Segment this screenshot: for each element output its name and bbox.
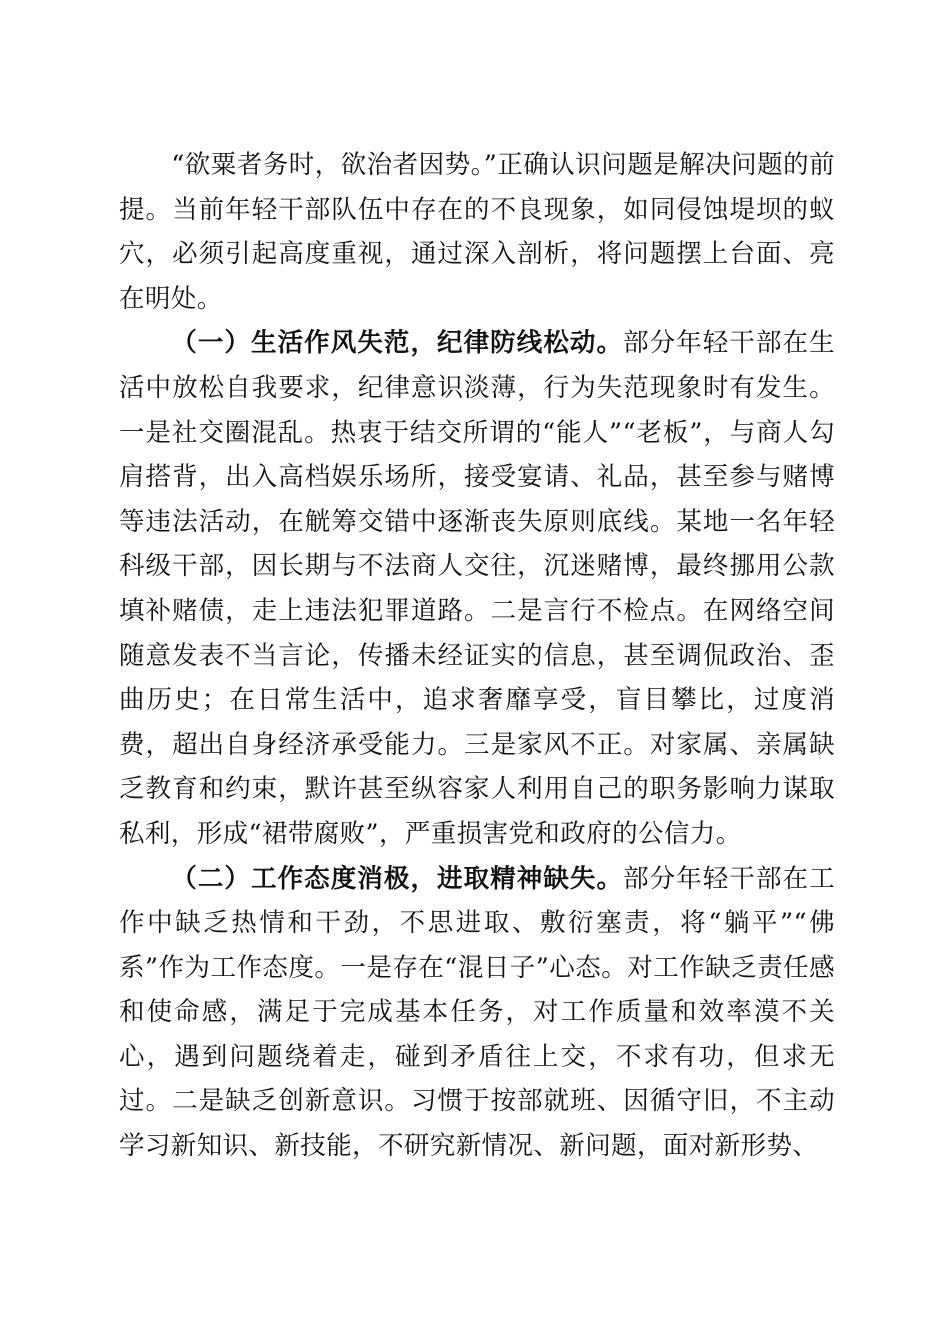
paragraph-intro (119, 143, 835, 321)
paragraph-intro-text: “欲粟者务时，欲治者因势。”正确认识问题是解决问题的前提。当前年轻干部队伍中存在的不良现象，如同侵蚀堤坝的蚁穴，必须引起高度重视，通过深入剖析，将问题摆上台面、亮在明处。 (119, 150, 835, 314)
section-2-heading: （二）工作态度消极，进取精神缺失。 (171, 863, 624, 894)
section-1-text: 部分年轻干部在生活中放松自我要求，纪律意识淡薄，行为失范现象时有发生。一是社交圈混乱。热衷于结交所谓的“能人”“老板”，与商人勾肩搭背，出入高档娱乐场所，接受宴请、礼品，甚至参与赌博等违法活动，在觥筹交错中逐渐丧失原则底线。某地一名年轻科级干部，因长期与不法商人交往，沉迷赌博，最终挪用公款填补赌债，走上违法犯罪道路。二是言行不检点。在网络空间随意发表不当言论，传播未经证实的信息，甚至调侃政治、歪曲历史；在日常生活中，追求奢靡享受，盲目攀比，过度消费，超出自身经济承受能力。三是家风不正。对家属、亲属缺乏教育和约束，默许甚至纵容家人利用自己的职务影响力谋取私利，形成“裙带腐败”，严重损害党和政府的公信力。 (119, 328, 835, 849)
paragraph-section-1 (119, 321, 835, 856)
paragraph-section-2 (119, 857, 835, 1169)
section-1-heading: （一）生活作风失范，纪律防线松动。 (171, 328, 624, 359)
document-body (119, 143, 835, 1169)
section-2-text: 部分年轻干部在工作中缺乏热情和干劲，不思进取、敷衍塞责，将“躺平”“佛系”作为工作态度。一是存在“混日子”心态。对工作缺乏责任感和使命感，满足于完成基本任务，对工作质量和效率漠不关心，遇到问题绕着走，碰到矛盾往上交，不求有功，但求无过。二是缺乏创新意识。习惯于按部就班、因循守旧，不主动学习新知识、新技能，不研究新情况、新问题，面对新形势、 (119, 863, 835, 1162)
